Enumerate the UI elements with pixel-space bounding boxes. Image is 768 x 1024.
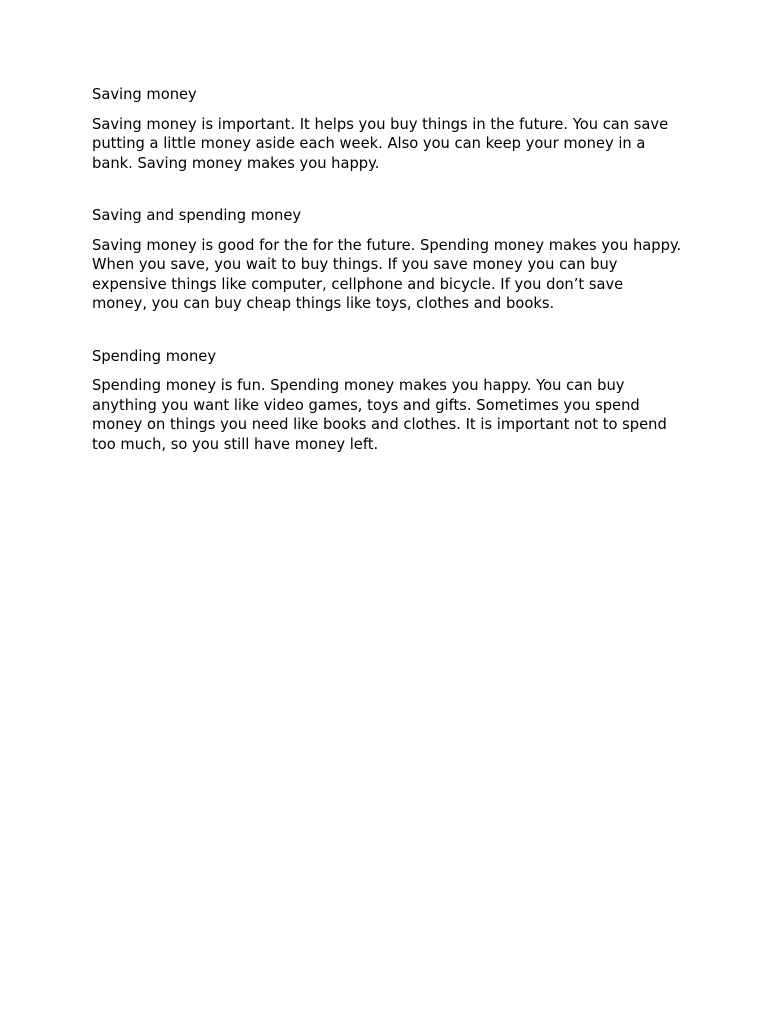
section-heading: Spending money bbox=[92, 347, 217, 365]
section-paragraph: Saving money is important. It helps you buy things in the future. You can save putting a little money aside each week. Also you can keep your money in a bank. Saving money makes you happy. bbox=[92, 115, 669, 172]
section-paragraph: Spending money is fun. Spending money makes you happy. You can buy anything you want like video games, toys and gifts. Sometimes you spend money on things you need like books and clothes. It is important not to spend too much, so you still have money left. bbox=[92, 377, 667, 453]
section-saving-and-spending-money bbox=[92, 206, 682, 314]
section-spending-money bbox=[92, 347, 682, 455]
section-heading: Saving and spending money bbox=[92, 207, 302, 224]
section-paragraph: Saving money is good for the for the future. Spending money makes you happy. When you save, you wait to buy things. If you save money you can buy expensive things like computer, cellphone and bicycle. If you don’t save money, you can buy cheap things like toys, clothes and books. bbox=[92, 236, 682, 312]
document-body bbox=[92, 85, 682, 454]
section-heading: Saving money bbox=[92, 86, 197, 103]
section-saving-money bbox=[92, 85, 682, 173]
